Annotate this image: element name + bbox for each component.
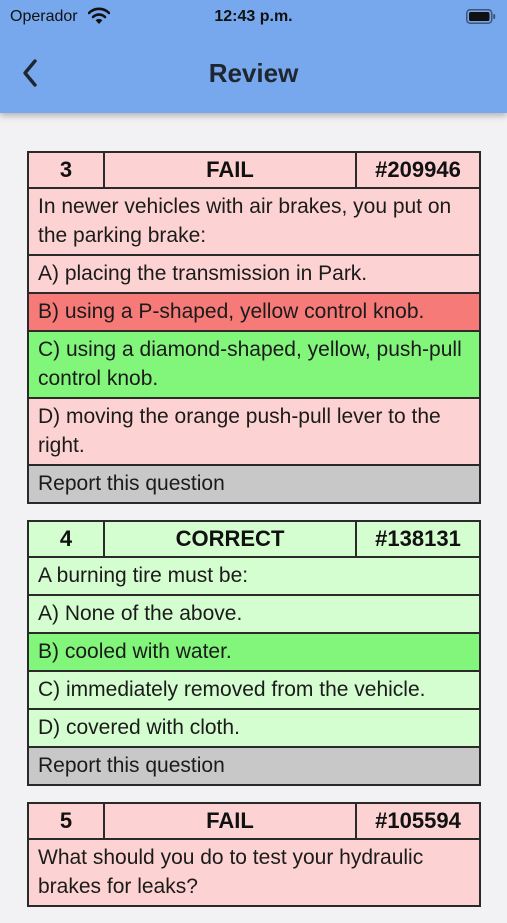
- question-card: [27, 802, 481, 907]
- answer-option-c-correct: C) using a diamond-shaped, yellow, push-pull control knob.: [29, 332, 479, 399]
- question-number: 5: [29, 804, 105, 838]
- question-card: [27, 151, 481, 504]
- review-list: [27, 151, 481, 923]
- status-bar: [0, 0, 507, 34]
- question-id: #105594: [375, 808, 461, 833]
- question-text: A burning tire must be:: [29, 558, 479, 596]
- question-header: [29, 522, 479, 558]
- result-status: FAIL: [105, 804, 357, 838]
- result-status: FAIL: [105, 153, 357, 187]
- report-question-button[interactable]: Report this question: [29, 748, 479, 784]
- question-id: #209946: [375, 157, 461, 182]
- result-status: CORRECT: [105, 522, 357, 556]
- answer-option-b-correct: B) cooled with water.: [29, 634, 479, 672]
- question-text: What should you do to test your hydraulic brakes for leaks?: [29, 840, 479, 905]
- question-number: 3: [29, 153, 105, 187]
- carrier-label: Operador: [10, 8, 78, 25]
- answer-option-d: D) covered with cloth.: [29, 710, 479, 748]
- clock-time: 12:43 p.m.: [214, 8, 293, 25]
- answer-option-d: D) moving the orange push-pull lever to the right.: [29, 399, 479, 466]
- question-header: [29, 153, 479, 189]
- battery-icon: [466, 9, 496, 29]
- answer-option-a: A) placing the transmission in Park.: [29, 256, 479, 294]
- question-card: [27, 520, 481, 786]
- report-question-button[interactable]: Report this question: [29, 466, 479, 502]
- question-header: [29, 804, 479, 840]
- answer-option-a: A) None of the above.: [29, 596, 479, 634]
- page-title: Review: [208, 58, 299, 88]
- question-text: In newer vehicles with air brakes, you put on the parking brake:: [29, 189, 479, 256]
- answer-option-b-selected-wrong: B) using a P-shaped, yellow control knob.: [29, 294, 479, 332]
- answer-option-c: C) immediately removed from the vehicle.: [29, 672, 479, 710]
- question-number: 4: [29, 522, 105, 556]
- question-id: #138131: [375, 526, 461, 551]
- app-header: [0, 0, 507, 113]
